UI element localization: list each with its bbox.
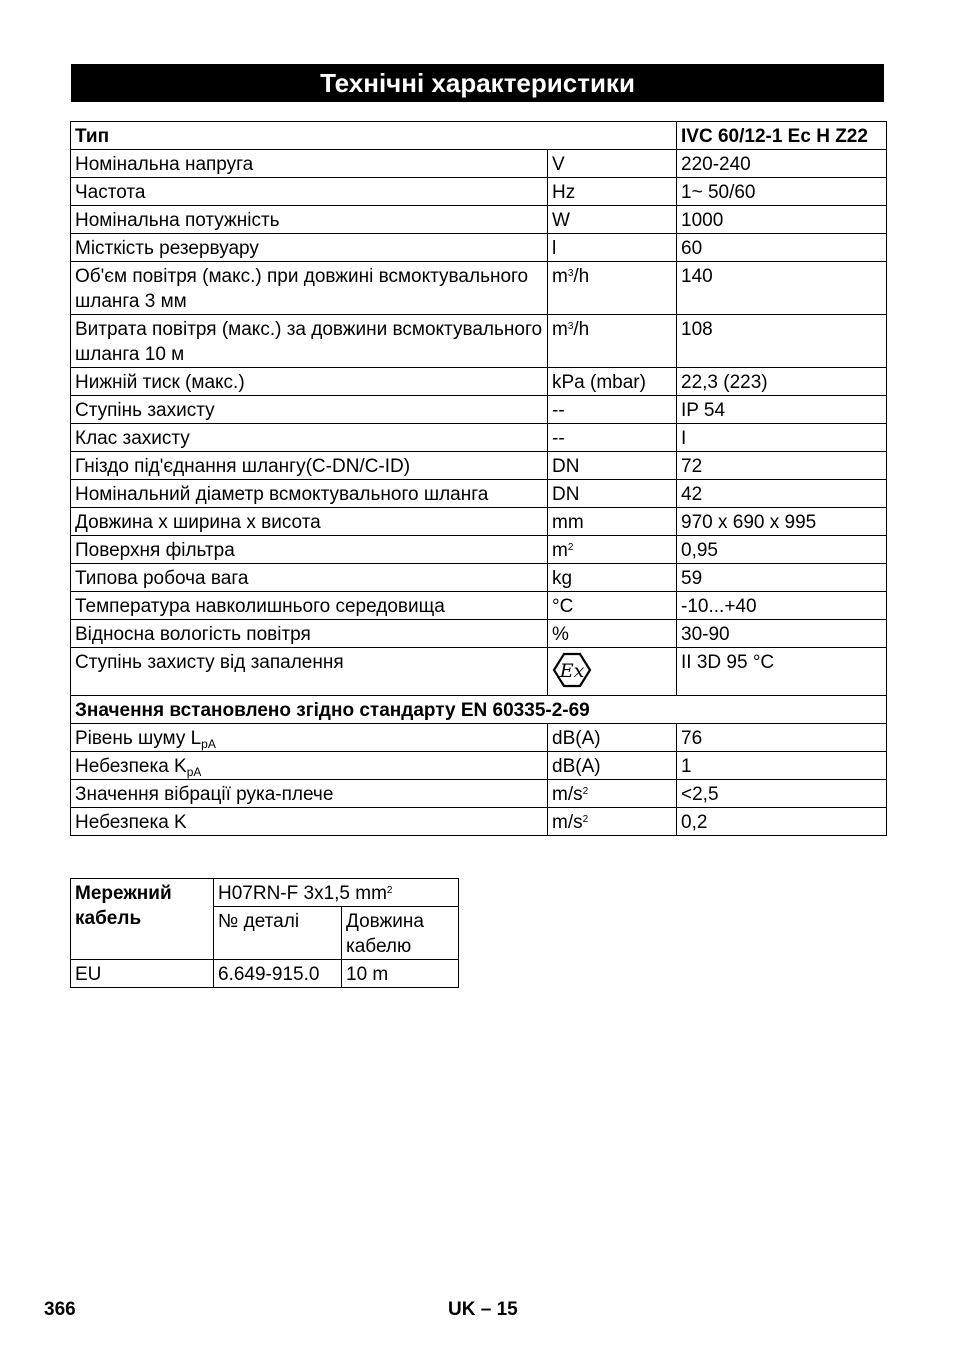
row-unit: DN (548, 452, 677, 480)
row-label: Типова робоча вага (71, 564, 548, 592)
type-label: Тип (71, 122, 677, 150)
unit-superscript: 3 (567, 268, 574, 279)
unit-base: m (552, 540, 568, 561)
row-label: Витрата повітря (макс.) за довжини всмоктувального шланга 10 м (71, 315, 548, 368)
row-value: 108 (677, 315, 887, 368)
unit-tail: /h (573, 319, 590, 340)
row-label: Номінальний діаметр всмоктувального шланга (71, 480, 548, 508)
row-label: Значення вібрації рука-плече (71, 780, 548, 808)
model-name: IVC 60/12-1 Ec H Z22 (677, 122, 887, 150)
cable-length-header: Довжина кабелю (342, 907, 459, 960)
table-row (71, 648, 887, 696)
row-value: I (677, 424, 887, 452)
ex-explosion-protection-icon (552, 652, 592, 688)
table-row (71, 780, 887, 808)
row-unit: DN (548, 480, 677, 508)
unit-base: m/s (552, 784, 583, 805)
section-page-label: UK – 15 (448, 1299, 518, 1320)
label-subscript: pA (186, 765, 202, 779)
cable-type-superscript: 2 (386, 885, 393, 896)
table-row (71, 564, 887, 592)
unit-base: m/s (552, 812, 583, 833)
table-row (71, 262, 887, 315)
row-unit: % (548, 620, 677, 648)
table-row (71, 592, 887, 620)
row-label (71, 724, 548, 752)
row-unit: dB(A) (548, 752, 677, 780)
technical-data-table (70, 121, 887, 836)
cable-length: 10 m (342, 960, 459, 988)
row-unit: l (548, 234, 677, 262)
part-number-header: № деталі (214, 907, 342, 960)
standard-heading: Значення встановлено згідно стандарту EN 60335-2-69 (71, 696, 887, 724)
cable-label: Мережний кабель (71, 879, 214, 960)
row-unit: mm (548, 508, 677, 536)
row-label: Ступінь захисту від запалення (71, 648, 548, 696)
unit-superscript: 2 (567, 542, 574, 553)
row-value: 72 (677, 452, 887, 480)
row-value: <2,5 (677, 780, 887, 808)
row-unit: W (548, 206, 677, 234)
row-label: Номінальна потужність (71, 206, 548, 234)
table-row (71, 315, 887, 368)
row-label: Температура навколишнього середовища (71, 592, 548, 620)
row-value: 1 (677, 752, 887, 780)
label-base: Небезпека K (75, 756, 187, 777)
power-cable-table (70, 878, 459, 988)
table-row (71, 752, 887, 780)
row-unit (548, 315, 677, 368)
row-label: Частота (71, 178, 548, 206)
unit-tail: /h (573, 266, 590, 287)
table-row (71, 234, 887, 262)
unit-base: m (552, 266, 568, 287)
unit-base: m (552, 319, 568, 340)
row-label: Поверхня фільтра (71, 536, 548, 564)
cable-type (214, 879, 459, 907)
row-label: Ступінь захисту (71, 396, 548, 424)
row-label: Нижній тиск (макс.) (71, 368, 548, 396)
page-title: Технічні характеристики (71, 64, 884, 102)
table-row (71, 480, 887, 508)
row-unit: V (548, 150, 677, 178)
row-label: Місткість резервуару (71, 234, 548, 262)
row-label: Гніздо під'єднання шлангу(C-DN/C-ID) (71, 452, 548, 480)
row-label: Небезпека K (71, 808, 548, 836)
table-row (71, 206, 887, 234)
row-value: 140 (677, 262, 887, 315)
table-row (71, 452, 887, 480)
svg-text:Ex: Ex (559, 660, 585, 682)
table-row (71, 368, 887, 396)
row-value: 1000 (677, 206, 887, 234)
row-label: Довжина x ширина x висота (71, 508, 548, 536)
row-value: 0,2 (677, 808, 887, 836)
table-row (71, 536, 887, 564)
row-label: Відносна вологість повітря (71, 620, 548, 648)
row-unit: -- (548, 396, 677, 424)
row-unit (548, 808, 677, 836)
unit-superscript: 2 (582, 814, 589, 825)
row-label: Номінальна напруга (71, 150, 548, 178)
row-value: 22,3 (223) (677, 368, 887, 396)
row-unit (548, 648, 677, 696)
label-base: Рівень шуму L (75, 728, 202, 749)
row-unit (548, 262, 677, 315)
row-value: -10...+40 (677, 592, 887, 620)
table-row (71, 178, 887, 206)
row-unit: dB(A) (548, 724, 677, 752)
page-number: 366 (44, 1299, 76, 1320)
table-row (71, 724, 887, 752)
row-value: 30-90 (677, 620, 887, 648)
row-value: 0,95 (677, 536, 887, 564)
row-label: Клас захисту (71, 424, 548, 452)
row-label (71, 752, 548, 780)
unit-superscript: 2 (582, 786, 589, 797)
row-unit: °C (548, 592, 677, 620)
row-value: 59 (677, 564, 887, 592)
table-row (71, 396, 887, 424)
label-subscript: pA (201, 737, 216, 751)
row-value: II 3D 95 °C (677, 648, 887, 696)
table-row (71, 620, 887, 648)
cable-type-row (71, 879, 459, 907)
row-unit: kg (548, 564, 677, 592)
row-label: Об'єм повітря (макс.) при довжині всмоктувального шланга 3 мм (71, 262, 548, 315)
table-row (71, 424, 887, 452)
table-row (71, 508, 887, 536)
row-value: 76 (677, 724, 887, 752)
cable-region: EU (71, 960, 214, 988)
row-value: 42 (677, 480, 887, 508)
table-header-row (71, 122, 887, 150)
unit-superscript: 3 (567, 321, 574, 332)
row-value: IP 54 (677, 396, 887, 424)
cable-type-base: H07RN-F 3x1,5 mm (218, 883, 387, 904)
row-unit: -- (548, 424, 677, 452)
table-row (71, 150, 887, 178)
row-value: 1~ 50/60 (677, 178, 887, 206)
cable-part-number: 6.649-915.0 (214, 960, 342, 988)
section-heading-row (71, 696, 887, 724)
row-value: 220-240 (677, 150, 887, 178)
row-value: 60 (677, 234, 887, 262)
row-value: 970 x 690 x 995 (677, 508, 887, 536)
row-unit (548, 536, 677, 564)
table-row (71, 960, 459, 988)
table-row (71, 808, 887, 836)
row-unit (548, 780, 677, 808)
row-unit: Hz (548, 178, 677, 206)
row-unit: kPa (mbar) (548, 368, 677, 396)
